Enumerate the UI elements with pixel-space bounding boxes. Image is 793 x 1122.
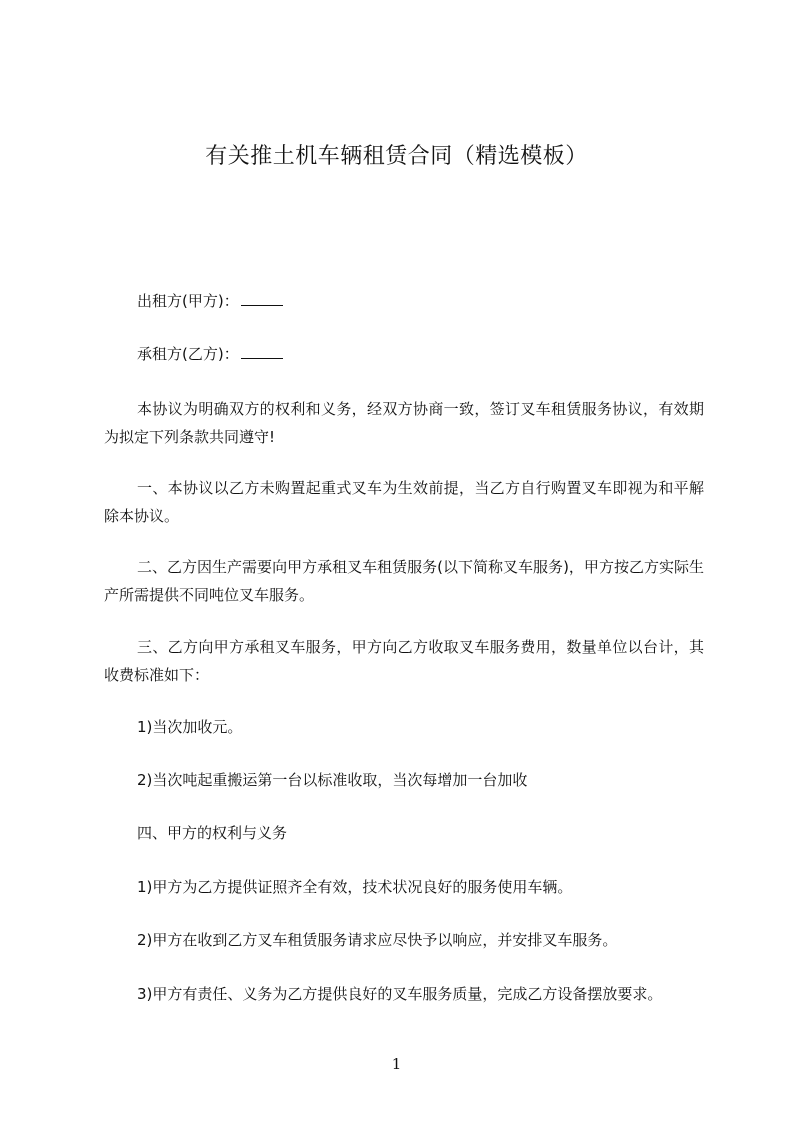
clause-4-heading: 四、甲方的权利与义务 — [137, 824, 288, 842]
intro-paragraph: 本协议为明确双方的权利和义务，经双方协商一致，签订叉车租赁服务协议，有效期为拟定下列条款共同遵守! — [104, 400, 704, 446]
lessee-label: 承租方(乙方)： — [137, 345, 239, 363]
fee-item-2: 2)当次吨起重搬运第一台以标准收取，当次每增加一台加收 — [137, 771, 528, 789]
duty-item-3: 3)甲方有责任、义务为乙方提供良好的叉车服务质量，完成乙方设备摆放要求。 — [137, 985, 663, 1003]
lessee-line — [104, 340, 704, 368]
lessor-blank — [241, 291, 283, 306]
clause-3: 三、乙方向甲方承租叉车服务，甲方向乙方收取叉车服务费用，数量单位以台计，其收费标准如下： — [104, 638, 704, 684]
document-title: 有关推土机车辆租赁合同（精选模板） — [205, 144, 588, 169]
fee-item-1: 1)当次加收元。 — [137, 718, 243, 736]
lessor-label: 出租方(甲方)： — [137, 292, 239, 310]
duty-item-1: 1)甲方为乙方提供证照齐全有效，技术状况良好的服务使用车辆。 — [137, 878, 573, 896]
page-number: 1 — [391, 1055, 402, 1073]
lessee-blank — [241, 344, 283, 359]
lessor-line — [104, 287, 704, 315]
clause-2: 二、乙方因生产需要向甲方承租叉车租赁服务(以下简称叉车服务)，甲方按乙方实际生产所需提供不同吨位叉车服务。 — [104, 558, 704, 604]
clause-1: 一、本协议以乙方未购置起重式叉车为生效前提，当乙方自行购置叉车即视为和平解除本协议。 — [104, 479, 704, 525]
duty-item-2: 2)甲方在收到乙方叉车租赁服务请求应尽快予以响应，并安排叉车服务。 — [137, 931, 618, 949]
